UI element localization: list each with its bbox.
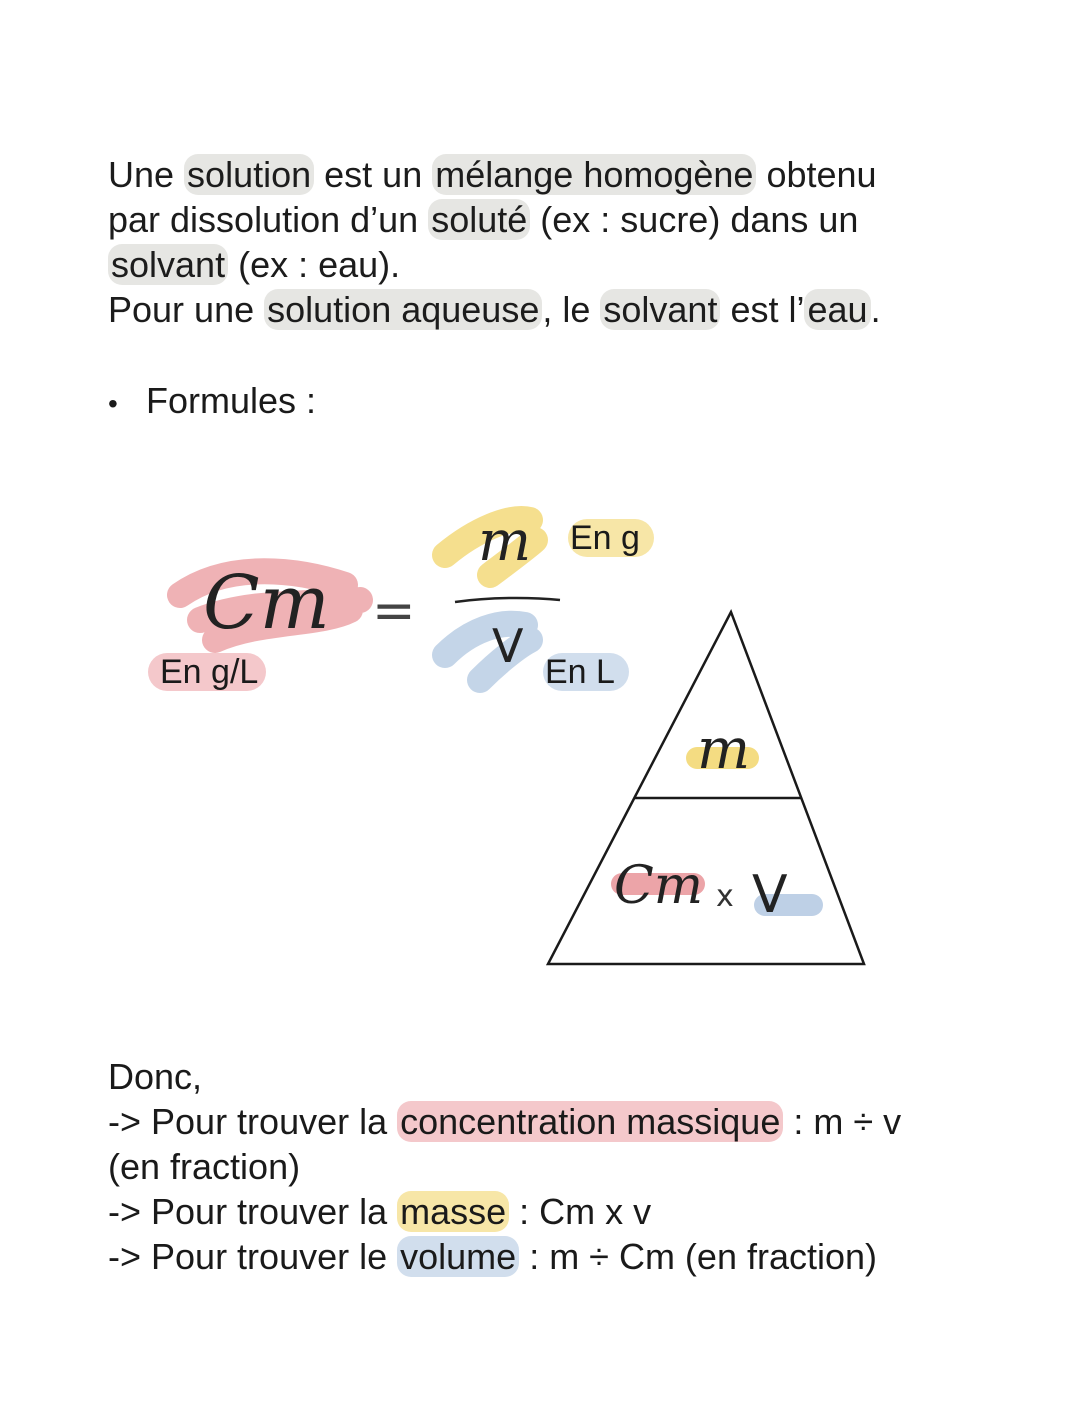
highlight-solution-aqueuse: solution aqueuse [264, 289, 542, 330]
highlight-volume: volume [397, 1236, 519, 1277]
conclusion-line-1 [108, 1099, 1028, 1144]
text-span: : m ÷ Cm (en fraction) [519, 1236, 878, 1277]
denominator-v: V [492, 619, 524, 673]
bullet-icon: • [108, 387, 118, 419]
conclusion-line-1b: (en fraction) [108, 1146, 301, 1187]
unit-label-v [543, 652, 629, 692]
text-span: : Cm x v [509, 1191, 652, 1232]
text-span: est un [314, 154, 433, 195]
triangle-cm: Cm [614, 856, 704, 916]
highlight-solution: solution [184, 154, 314, 195]
text-span: est l’ [720, 289, 805, 330]
triangle-times: x [716, 879, 734, 914]
triangle-v: V [752, 865, 788, 925]
text-span: Une [108, 154, 185, 195]
highlight-melange: mélange homogène [432, 154, 756, 195]
unit-m-text: En g [568, 519, 654, 557]
highlight-solvant: solvant [108, 244, 228, 285]
conclusion-donc: Donc, [108, 1056, 203, 1097]
equals-handwritten: = [372, 581, 416, 641]
formules-title: Formules : [146, 380, 317, 421]
numerator-m: m [478, 509, 532, 574]
text-span: obtenu [756, 154, 877, 195]
text-span: (ex : sucre) dans un [530, 199, 859, 240]
unit-label-m [568, 518, 654, 558]
unit-v-text: En L [543, 653, 629, 691]
text-span: -> Pour trouver la [108, 1101, 398, 1142]
highlight-eau: eau [804, 289, 870, 330]
fraction-bar [455, 598, 560, 602]
text-span: -> Pour trouver le [108, 1236, 398, 1277]
conclusion-line-2 [108, 1189, 1028, 1234]
conclusion-line-3 [108, 1234, 1028, 1279]
highlight-concentration: concentration massique [397, 1101, 783, 1142]
triangle-top-m: m [697, 717, 751, 782]
highlight-solute: soluté [428, 199, 530, 240]
highlight-masse: masse [397, 1191, 509, 1232]
text-span: Pour une [108, 289, 265, 330]
unit-label-cm [148, 652, 266, 692]
text-span: . [870, 289, 881, 330]
unit-cm-text: En g/L [148, 653, 266, 691]
text-span: : m ÷ v [783, 1101, 902, 1142]
text-span: -> Pour trouver la [108, 1191, 398, 1232]
text-span: par dissolution d’un [108, 199, 429, 240]
highlight-solvant-2: solvant [600, 289, 720, 330]
text-span: , le [542, 289, 601, 330]
cm-handwritten: Cm [203, 560, 330, 646]
conclusion-block [108, 1054, 1028, 1279]
text-span: (ex : eau). [228, 244, 401, 285]
